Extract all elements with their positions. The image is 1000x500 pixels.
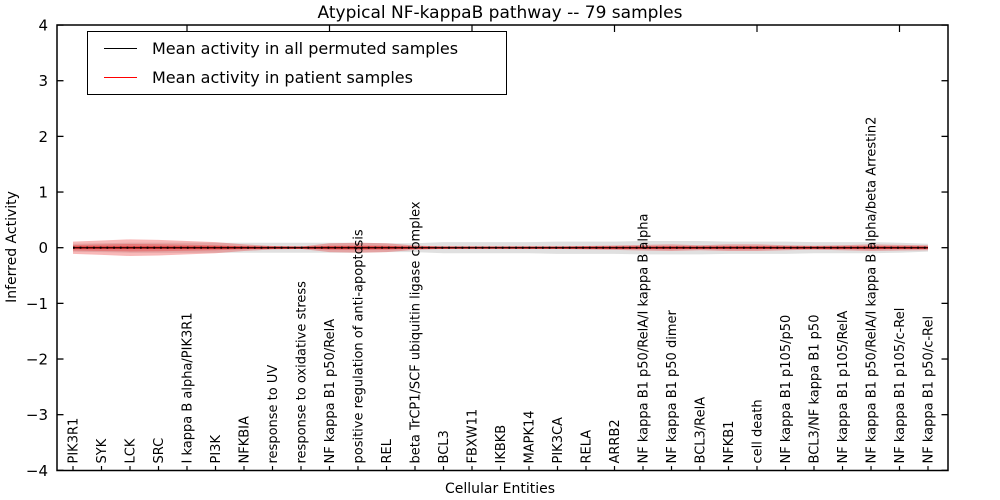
legend-entry-patient [88,65,506,91]
x-tick-label: NF kappa B1 p105/c-Rel [893,307,908,464]
x-tick-label: cell death [750,399,766,464]
x-tick-label: beta TrCP1/SCF ubiquitin ligase complex [408,201,424,464]
legend-entry-permuted [88,35,506,61]
x-tick-label: NF kappa B1 p50/c-Rel [921,315,937,464]
x-tick-label: NF kappa B1 p50/RelA [323,318,338,464]
x-tick-label: BCL3 [437,430,452,464]
permuted-line-sample-icon [104,48,137,49]
x-tick-label: ARRB2 [608,419,623,464]
x-tick-label: PI3K [209,435,224,464]
y-tick-label: −2 [25,350,48,369]
y-tick-label: 0 [38,239,48,258]
x-tick-label: PIK3CA [551,417,566,464]
x-tick-label: BCL3/NF kappa B1 p50 [807,314,823,464]
y-axis-label: Inferred Activity [4,191,20,303]
x-tick-label: NF kappa B1 p50 dimer [665,310,680,464]
x-tick-label: IKBKB [494,424,509,464]
x-tick-label: SRC [152,437,167,464]
legend-label-permuted: Mean activity in all permuted samples [152,38,459,58]
x-tick-label: response to oxidative stress [294,281,310,464]
legend-box [87,31,507,95]
chart-title: Atypical NF-kappaB pathway -- 79 samples [317,3,683,23]
y-tick-label: 2 [38,127,48,146]
x-axis-label: Cellular Entities [444,481,556,497]
x-tick-label: SYK [95,438,110,464]
x-tick-label: NF kappa B1 p105/p50 [779,314,794,464]
x-tick-label: NF kappa B1 p50/RelA/I kappa B alpha [636,213,652,464]
x-tick-label: NFKBIA [237,416,253,464]
x-tick-label: NF kappa B1 p50/RelA/I kappa B alpha/beta Arrestin2 [864,116,880,464]
x-tick-label: I kappa B alpha/PIK3R1 [180,312,196,464]
y-tick-label: −4 [25,461,48,480]
y-tick-label: 1 [38,183,48,202]
y-tick-label: −3 [25,406,48,425]
x-tick-label: PIK3R1 [66,417,82,464]
x-tick-label: NFKB1 [722,420,737,464]
x-tick-label: RELA [579,429,595,464]
x-tick-label: NF kappa B1 p105/RelA [836,310,851,464]
y-tick-label: 4 [38,16,48,35]
legend-label-patient: Mean activity in patient samples [152,68,413,88]
x-tick-label: FBXW11 [465,408,481,464]
x-tick-label: MAPK14 [522,410,538,464]
x-tick-label: REL [380,439,395,464]
x-tick-label: positive regulation of anti-apoptosis [351,229,367,464]
y-tick-label: 3 [38,72,48,91]
x-tick-label: BCL3/RelA [693,396,709,464]
y-tick-label: −1 [25,294,48,313]
x-tick-label: response to UV [266,364,281,464]
patient-line-sample-icon [104,77,137,78]
x-tick-label: LCK [123,438,139,464]
